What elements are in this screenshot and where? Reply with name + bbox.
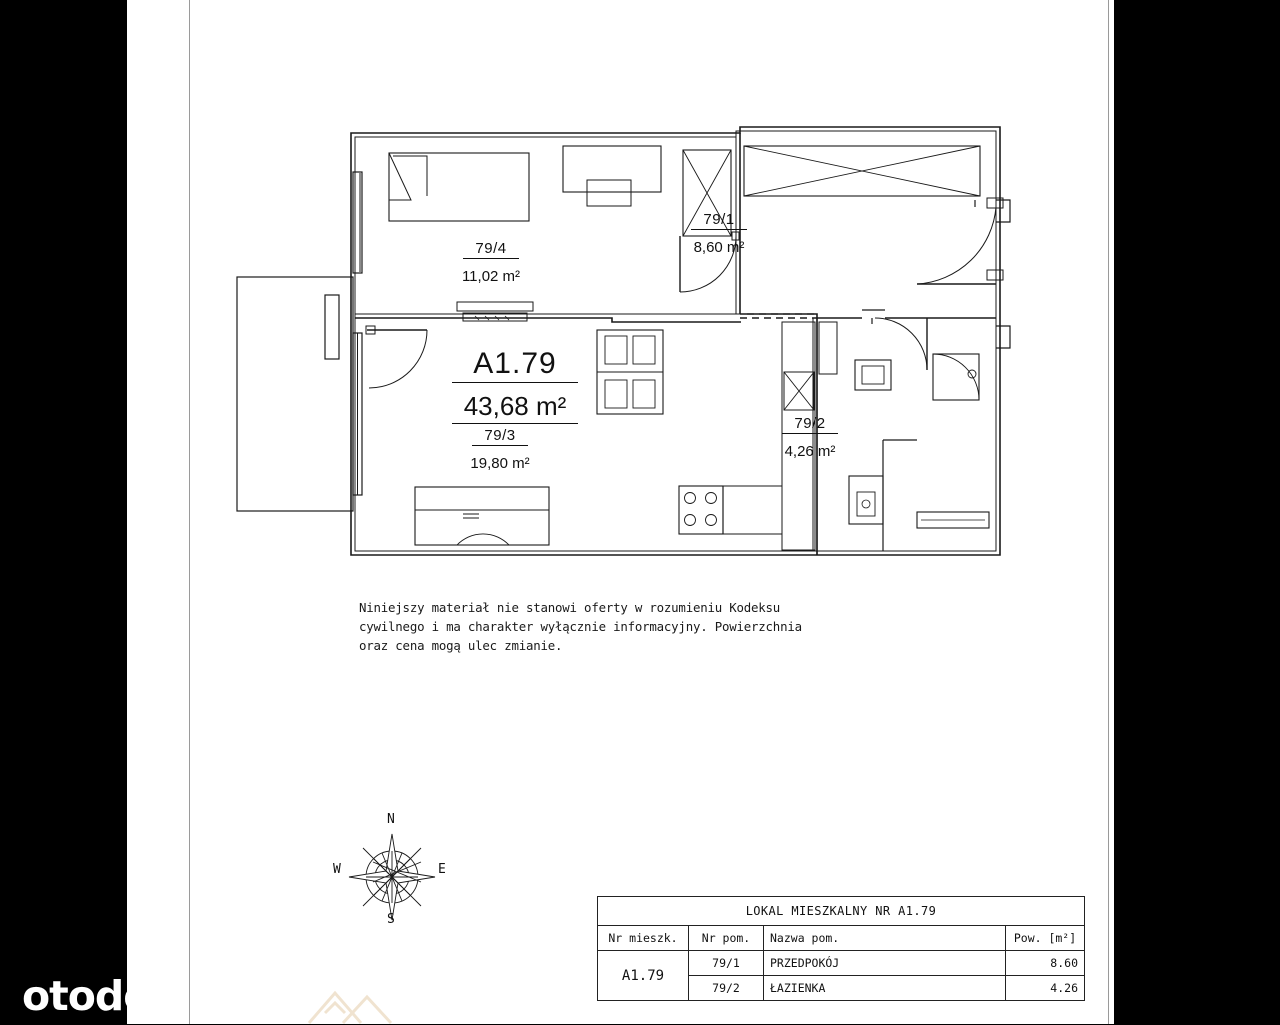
plan-sheet bbox=[127, 0, 1114, 1024]
room-schedule-table bbox=[597, 896, 1085, 1001]
room-area-79-2: 4,26 m² bbox=[784, 443, 836, 460]
table-title-row bbox=[598, 897, 1085, 926]
header-nr-mieszk: Nr mieszk. bbox=[598, 926, 689, 951]
disclaimer-line-1: Niniejszy materiał nie stanowi oferty w rozumieniu Kodeksu bbox=[359, 600, 781, 615]
room-area-79-3: 19,80 m² bbox=[470, 455, 530, 472]
room-code-79-2: 79/2 bbox=[782, 415, 838, 434]
cell-nazwa: ŁAZIENKA bbox=[764, 976, 1006, 1001]
cell-pow: 8.60 bbox=[1006, 951, 1085, 976]
compass-west-label: W bbox=[333, 862, 341, 877]
header-pow: Pow. [m²] bbox=[1006, 926, 1085, 951]
cell-nr-pom: 79/1 bbox=[689, 951, 764, 976]
header-nr-pom: Nr pom. bbox=[689, 926, 764, 951]
apartment-code: A1.79 bbox=[452, 347, 578, 383]
disclaimer-text bbox=[359, 598, 819, 655]
cell-nazwa: PRZEDPOKÓJ bbox=[764, 951, 1006, 976]
compass-north-label: N bbox=[387, 812, 395, 827]
table-title: LOKAL MIESZKALNY NR A1.79 bbox=[598, 897, 1085, 926]
room-code-79-4: 79/4 bbox=[463, 240, 519, 259]
table-apartment-label: A1.79 bbox=[598, 951, 689, 1001]
disclaimer-line-2: cywilnego i ma charakter wyłącznie informacyjny. Powierzchnia bbox=[359, 619, 802, 634]
cell-nr-pom: 79/2 bbox=[689, 976, 764, 1001]
room-code-79-1: 79/1 bbox=[691, 211, 747, 230]
compass-east-label: E bbox=[438, 862, 446, 877]
room-area-79-1: 8,60 m² bbox=[693, 239, 745, 256]
room-code-79-3: 79/3 bbox=[472, 427, 528, 446]
room-area-79-4: 11,02 m² bbox=[461, 268, 521, 285]
compass-south-label: S bbox=[387, 912, 395, 927]
cell-pow: 4.26 bbox=[1006, 976, 1085, 1001]
watermark-otodom: otodo bbox=[22, 972, 151, 1020]
compass-rose bbox=[332, 812, 452, 942]
apartment-area: 43,68 m² bbox=[452, 391, 578, 424]
header-nazwa-pom: Nazwa pom. bbox=[764, 926, 1006, 951]
mountain-logo-icon bbox=[305, 985, 415, 1025]
table-header-row bbox=[598, 926, 1085, 951]
floor-plan-drawing bbox=[127, 0, 1114, 1024]
disclaimer-line-3: oraz cena mogą ulec zmianie. bbox=[359, 638, 563, 653]
table-row bbox=[598, 951, 1085, 976]
